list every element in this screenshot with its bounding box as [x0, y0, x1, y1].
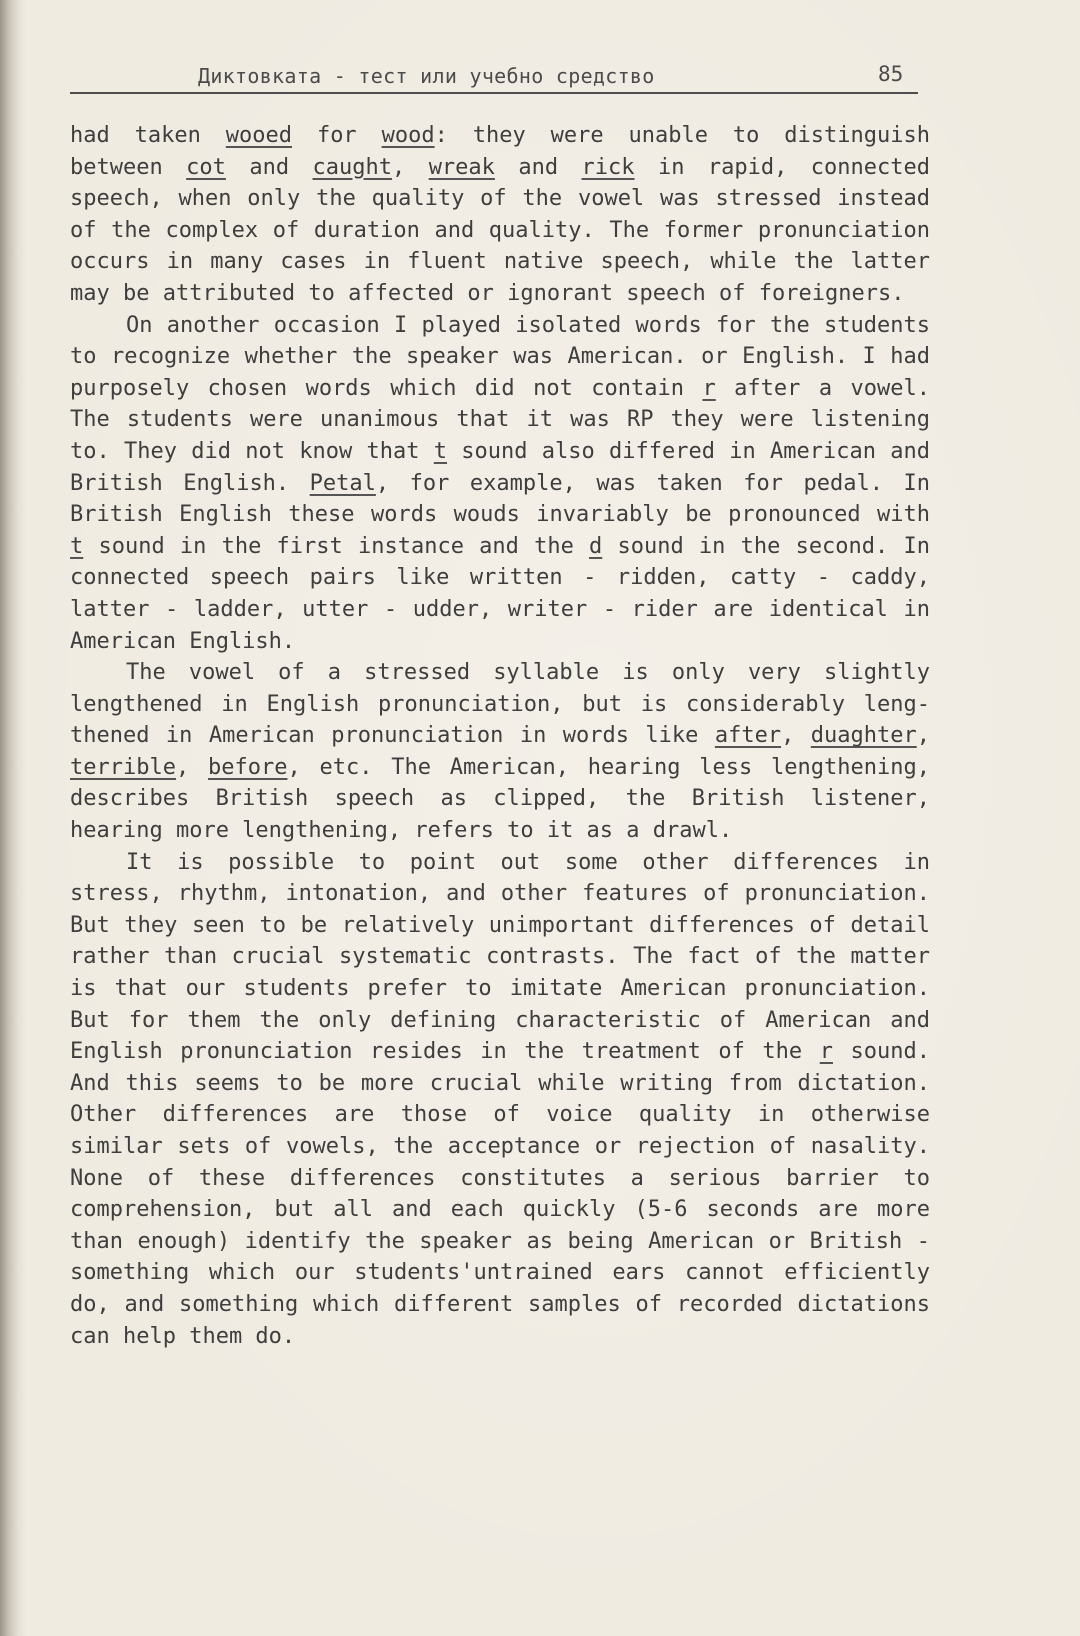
- paragraph: [70, 120, 930, 310]
- text-run: and: [225, 154, 313, 180]
- underlined-word: t: [433, 438, 448, 464]
- underlined-word: duaghter: [810, 723, 917, 749]
- text-run: sound. And this seems to be more crucial while writing from dictation. Other differences are those of voice quality in otherwise similar sets of vowels, the acceptance or rejection of nasality. None of these differences constitutes a serious barrier to comprehension, but all and each quickly (5-6 seconds are more than enough) identify the speaker as being American or British - something which our students'untrained ears cannot efficiently do, and something which different samples of recorded dictations can help them do.: [70, 1039, 930, 1349]
- binding-shadow: [0, 0, 26, 1636]
- text-run: , for example, was taken for pedal. In British English these words wouds invariably be pronounced with: [70, 470, 930, 528]
- paragraph: [70, 847, 930, 1353]
- text-run: On another occasion I played isolated words for the students to recognize whether the speaker was American. or English. I had purposely chosen words which did not contain: [70, 312, 930, 401]
- underlined-word: r: [702, 375, 716, 401]
- text-run: ,: [392, 154, 429, 180]
- underlined-word: rick: [581, 154, 635, 180]
- text-run: for: [292, 123, 382, 148]
- text-run: ,: [175, 754, 208, 780]
- text-run: had taken: [70, 123, 226, 148]
- text-run: after a vowel. The students were unanimous that it was RP they were listening to. They did not know that: [70, 375, 930, 464]
- running-head: [70, 62, 918, 92]
- text-run: in rapid, connected speech, when only the quality of the vowel was stressed instead of the complex of duration and quality. The former pronunciation occurs in many cases in fluent native speech, while the latter may be attributed to affected or ignorant speech of foreigners.: [70, 154, 930, 306]
- text-run: sound in the second. In connected speech pairs like written - ridden, catty - caddy, latter - ladder, utter - udder, writer - rider are identical in American English.: [70, 533, 930, 654]
- paragraph: [70, 657, 930, 847]
- running-head-title: Диктовката - тест или учебно средство: [198, 64, 655, 88]
- text-run: sound also differed in American and British English.: [70, 438, 931, 496]
- underlined-word: r: [819, 1039, 833, 1065]
- text-run: : they were unable to distinguish between: [70, 123, 931, 180]
- underlined-word: caught: [312, 154, 392, 180]
- underlined-word: wreak: [428, 154, 495, 180]
- text-run: , etc. The American, hearing less lengthening, describes British speech as clipped, the British listener, hearing more lengthening, refers to it as a drawl.: [70, 754, 930, 844]
- underlined-word: t: [70, 533, 84, 559]
- page-number: 85: [878, 62, 904, 86]
- underlined-word: terrible: [70, 754, 176, 780]
- body-text: [70, 120, 930, 1352]
- underlined-word: cot: [186, 154, 226, 180]
- text-run: sound in the first instance and the: [83, 533, 590, 559]
- underlined-word: after: [714, 723, 782, 749]
- text-run: It is possible to point out some other differences in stress, rhythm, intonation, and other features of pronunciation. But they seen to be relatively unimportant differences of detail rather than crucial systematic contrasts. The fact of the matter is that our students prefer to imitate American pronunciation. But for them the only defining characteristic of American and English pronunciation resides in the treatment of the: [70, 849, 930, 1065]
- text-run: and: [494, 154, 582, 180]
- underlined-word: wood: [381, 123, 435, 148]
- underlined-word: wooed: [225, 123, 293, 148]
- underlined-word: before: [208, 754, 288, 780]
- text-run: ,: [781, 723, 811, 749]
- header-rule: [70, 92, 918, 94]
- text-run: ,: [916, 723, 930, 749]
- paragraph: [70, 310, 930, 658]
- underlined-word: Petal: [309, 470, 376, 496]
- text-run: The vowel of a stressed syllable is only very slightly lengthened in English pronunciation, but is considerably lengthened in American pronunciation in words like: [70, 660, 930, 749]
- underlined-word: d: [589, 533, 603, 559]
